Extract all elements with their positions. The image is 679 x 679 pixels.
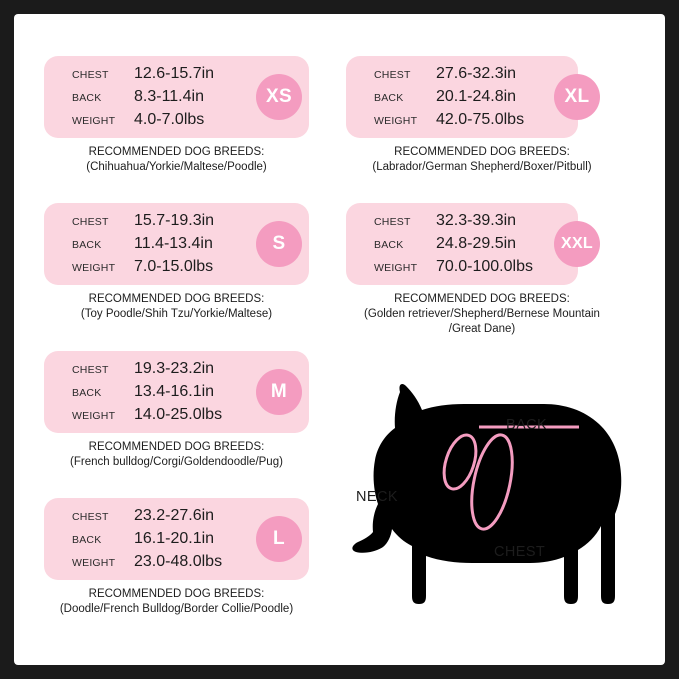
size-badge-m: M xyxy=(256,369,302,415)
size-panel-m xyxy=(44,351,309,433)
size-card-xl xyxy=(346,56,618,175)
size-card-s xyxy=(44,203,309,322)
measure-row-weight xyxy=(374,258,578,281)
size-badge-s: S xyxy=(256,221,302,267)
breeds-s xyxy=(44,292,309,322)
measure-row-weight xyxy=(374,111,578,134)
breeds-list: (Doodle/French Bulldog/Border Collie/Poodle) xyxy=(59,603,294,615)
weight-value: 70.0-100.0lbs xyxy=(436,258,533,275)
breeds-m xyxy=(44,440,309,470)
breeds-list: (Labrador/German Shepherd/Boxer/Pitbull) xyxy=(372,161,592,173)
weight-value: 42.0-75.0lbs xyxy=(436,111,525,128)
chest-measure-label: CHEST xyxy=(494,544,546,560)
weight-value: 4.0-7.0lbs xyxy=(134,111,205,128)
size-badge-xl: XL xyxy=(554,74,600,120)
back-label: BACK xyxy=(72,387,102,399)
measure-rows xyxy=(346,65,578,134)
weight-label: WEIGHT xyxy=(374,115,418,127)
size-panel-s xyxy=(44,203,309,285)
back-value: 16.1-20.1in xyxy=(134,530,215,547)
measure-row-chest xyxy=(374,65,578,88)
size-card-l xyxy=(44,498,309,617)
weight-value: 14.0-25.0lbs xyxy=(134,406,223,423)
breeds-list: (Chihuahua/Yorkie/Maltese/Poodle) xyxy=(86,161,267,173)
size-badge-xxl: XXL xyxy=(554,221,600,267)
measure-row-chest xyxy=(374,212,578,235)
chest-value: 23.2-27.6in xyxy=(134,507,215,524)
chest-value: 19.3-23.2in xyxy=(134,360,215,377)
back-value: 13.4-16.1in xyxy=(134,383,215,400)
back-label: BACK xyxy=(72,534,102,546)
breeds-list: (French bulldog/Corgi/Goldendoodle/Pug) xyxy=(70,456,283,468)
back-label: BACK xyxy=(72,239,102,251)
measure-row-back xyxy=(374,88,578,111)
chest-label: CHEST xyxy=(72,511,109,523)
measure-row-back xyxy=(374,235,578,258)
breeds-l xyxy=(44,587,309,617)
size-panel-l xyxy=(44,498,309,580)
weight-label: WEIGHT xyxy=(374,262,418,274)
size-badge-xs: XS xyxy=(256,74,302,120)
chest-value: 12.6-15.7in xyxy=(134,65,215,82)
chest-value: 15.7-19.3in xyxy=(134,212,215,229)
chest-label: CHEST xyxy=(374,216,411,228)
weight-label: WEIGHT xyxy=(72,115,116,127)
weight-label: WEIGHT xyxy=(72,262,116,274)
weight-label: WEIGHT xyxy=(72,410,116,422)
chest-label: CHEST xyxy=(374,69,411,81)
size-card-xxl xyxy=(346,203,618,337)
dog-diagram xyxy=(344,364,654,634)
breeds-list: (Toy Poodle/Shih Tzu/Yorkie/Maltese) xyxy=(80,308,273,320)
back-value: 11.4-13.4in xyxy=(134,235,213,252)
size-panel-xl xyxy=(346,56,590,138)
chest-label: CHEST xyxy=(72,216,109,228)
chest-label: CHEST xyxy=(72,364,109,376)
breeds-list-cont: /Great Dane) xyxy=(448,323,516,335)
breeds-heading: RECOMMENDED DOG BREEDS: xyxy=(88,441,265,453)
back-label: BACK xyxy=(374,239,404,251)
back-label: BACK xyxy=(374,92,404,104)
breeds-heading: RECOMMENDED DOG BREEDS: xyxy=(394,146,570,158)
back-measure-label: BACK xyxy=(506,417,548,433)
size-panel-xxl xyxy=(346,203,594,285)
measure-rows xyxy=(346,212,578,281)
chest-label: CHEST xyxy=(72,69,109,81)
breeds-heading: RECOMMENDED DOG BREEDS: xyxy=(88,293,265,305)
chest-value: 32.3-39.3in xyxy=(436,212,517,229)
size-badge-l: L xyxy=(256,516,302,562)
breeds-xl xyxy=(346,145,618,175)
breeds-list: (Golden retriever/Shepherd/Bernese Mountain xyxy=(364,308,600,320)
size-panel-xs xyxy=(44,56,309,138)
size-card-xs xyxy=(44,56,309,175)
weight-value: 7.0-15.0lbs xyxy=(134,258,214,275)
weight-value: 23.0-48.0lbs xyxy=(134,553,223,570)
size-card-m xyxy=(44,351,309,470)
back-value: 20.1-24.8in xyxy=(436,88,517,105)
breeds-xxl xyxy=(346,292,618,337)
size-chart-page xyxy=(14,14,665,665)
breeds-heading: RECOMMENDED DOG BREEDS: xyxy=(88,588,265,600)
back-label: BACK xyxy=(72,92,102,104)
back-value: 8.3-11.4in xyxy=(134,88,204,105)
breeds-heading: RECOMMENDED DOG BREEDS: xyxy=(88,146,265,158)
chest-value: 27.6-32.3in xyxy=(436,65,517,82)
back-value: 24.8-29.5in xyxy=(436,235,517,252)
weight-label: WEIGHT xyxy=(72,557,116,569)
breeds-heading: RECOMMENDED DOG BREEDS: xyxy=(394,293,570,305)
neck-measure-label: NECK xyxy=(356,489,398,505)
breeds-xs xyxy=(44,145,309,175)
size-chart xyxy=(14,14,665,665)
